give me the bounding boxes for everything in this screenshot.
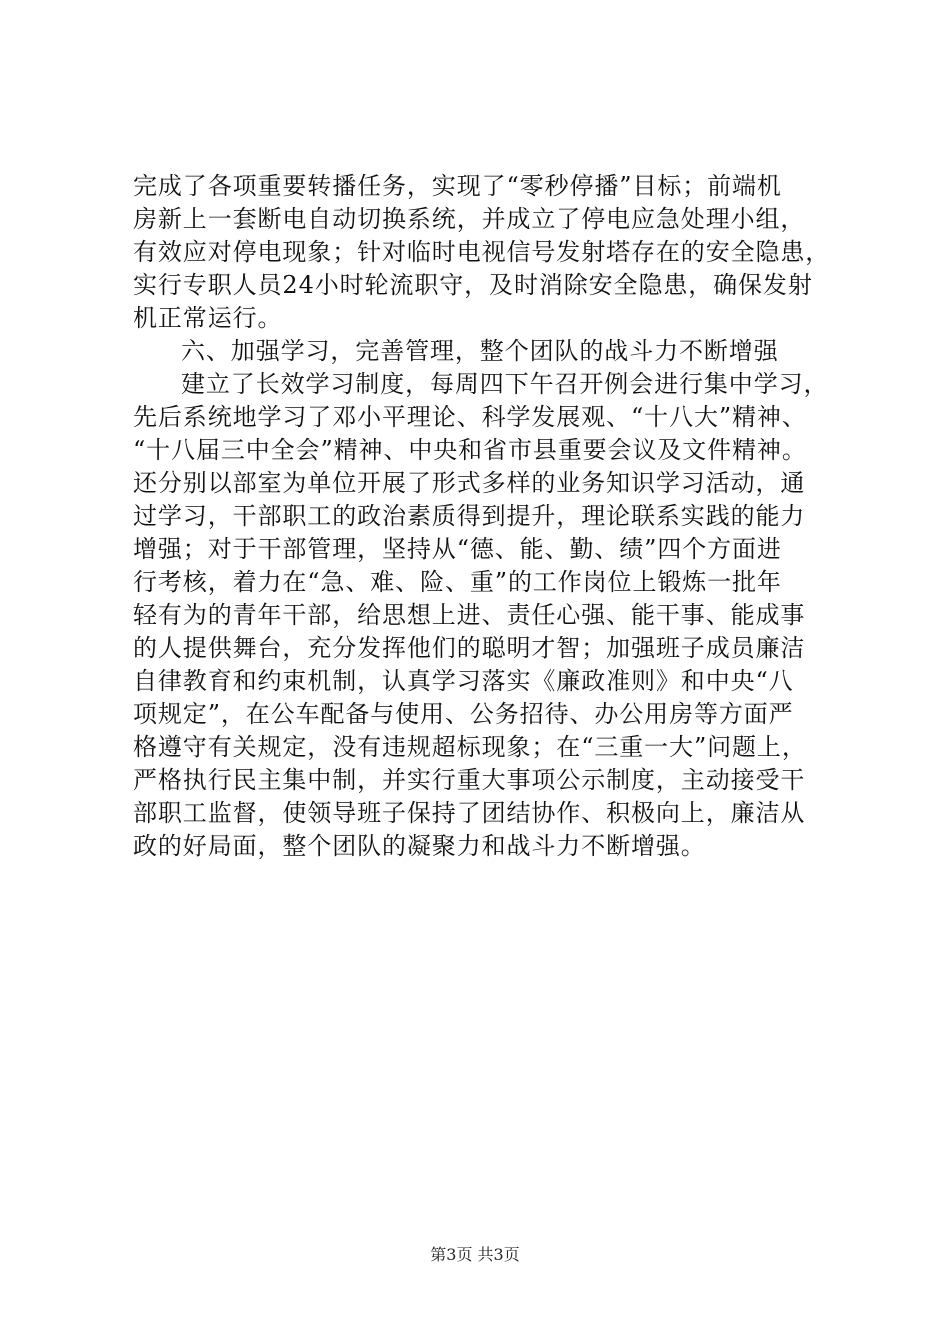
text-line: 完成了各项重要转播任务，实现了“零秒停播”目标；前端机 xyxy=(133,172,782,200)
body-text xyxy=(133,170,833,863)
text-line: 增强；对于干部管理，坚持从“德、能、勤、绩”四个方面进 xyxy=(133,535,782,563)
text-line: 的人提供舞台，充分发挥他们的聪明才智；加强班子成员廉洁 xyxy=(133,634,806,662)
text-line: 房新上一套断电自动切换系统，并成立了停电应急处理小组， xyxy=(133,205,806,233)
text-line: 部职工监督，使领导班子保持了团结协作、积极向上，廉洁从 xyxy=(133,799,806,827)
text-line: 格遵守有关规定，没有违规超标现象；在“三重一大”问题上， xyxy=(133,733,807,761)
text-line: 实行专职人员24小时轮流职守，及时消除安全隐患，确保发射 xyxy=(133,271,813,299)
text-line: 行考核，着力在“急、难、险、重”的工作岗位上锻炼一批年 xyxy=(133,568,782,596)
section-heading: 六、加强学习，完善管理，整个团队的战斗力不断增强 xyxy=(181,337,779,365)
text-line: 项规定”，在公车配备与使用、公务招待、办公用房等方面严 xyxy=(133,700,794,728)
text-line: 自律教育和约束机制，认真学习落实《廉政准则》和中央“八 xyxy=(133,667,794,695)
text-line: “十八届三中全会”精神、中央和省市县重要会议及文件精神。 xyxy=(133,436,807,464)
text-line: 建立了长效学习制度，每周四下午召开例会进行集中学习， xyxy=(181,370,829,398)
text-line: 有效应对停电现象；针对临时电视信号发射塔存在的安全隐患， xyxy=(133,238,831,266)
text-line: 过学习，干部职工的政治素质得到提升，理论联系实践的能力 xyxy=(133,502,806,530)
text-line: 轻有为的青年干部，给思想上进、责任心强、能干事、能成事 xyxy=(133,601,806,629)
text-line: 还分别以部室为单位开展了形式多样的业务知识学习活动，通 xyxy=(133,469,806,497)
text-line: 机正常运行。 xyxy=(133,304,283,332)
text-line: 先后系统地学习了邓小平理论、科学发展观、“十八大”精神、 xyxy=(133,403,807,431)
text-line: 政的好局面，整个团队的凝聚力和战斗力不断增强。 xyxy=(133,832,706,860)
page-number-footer: 第3页 共3页 xyxy=(430,1245,520,1264)
text-line: 严格执行民主集中制，并实行重大事项公示制度，主动接受干 xyxy=(133,766,806,794)
